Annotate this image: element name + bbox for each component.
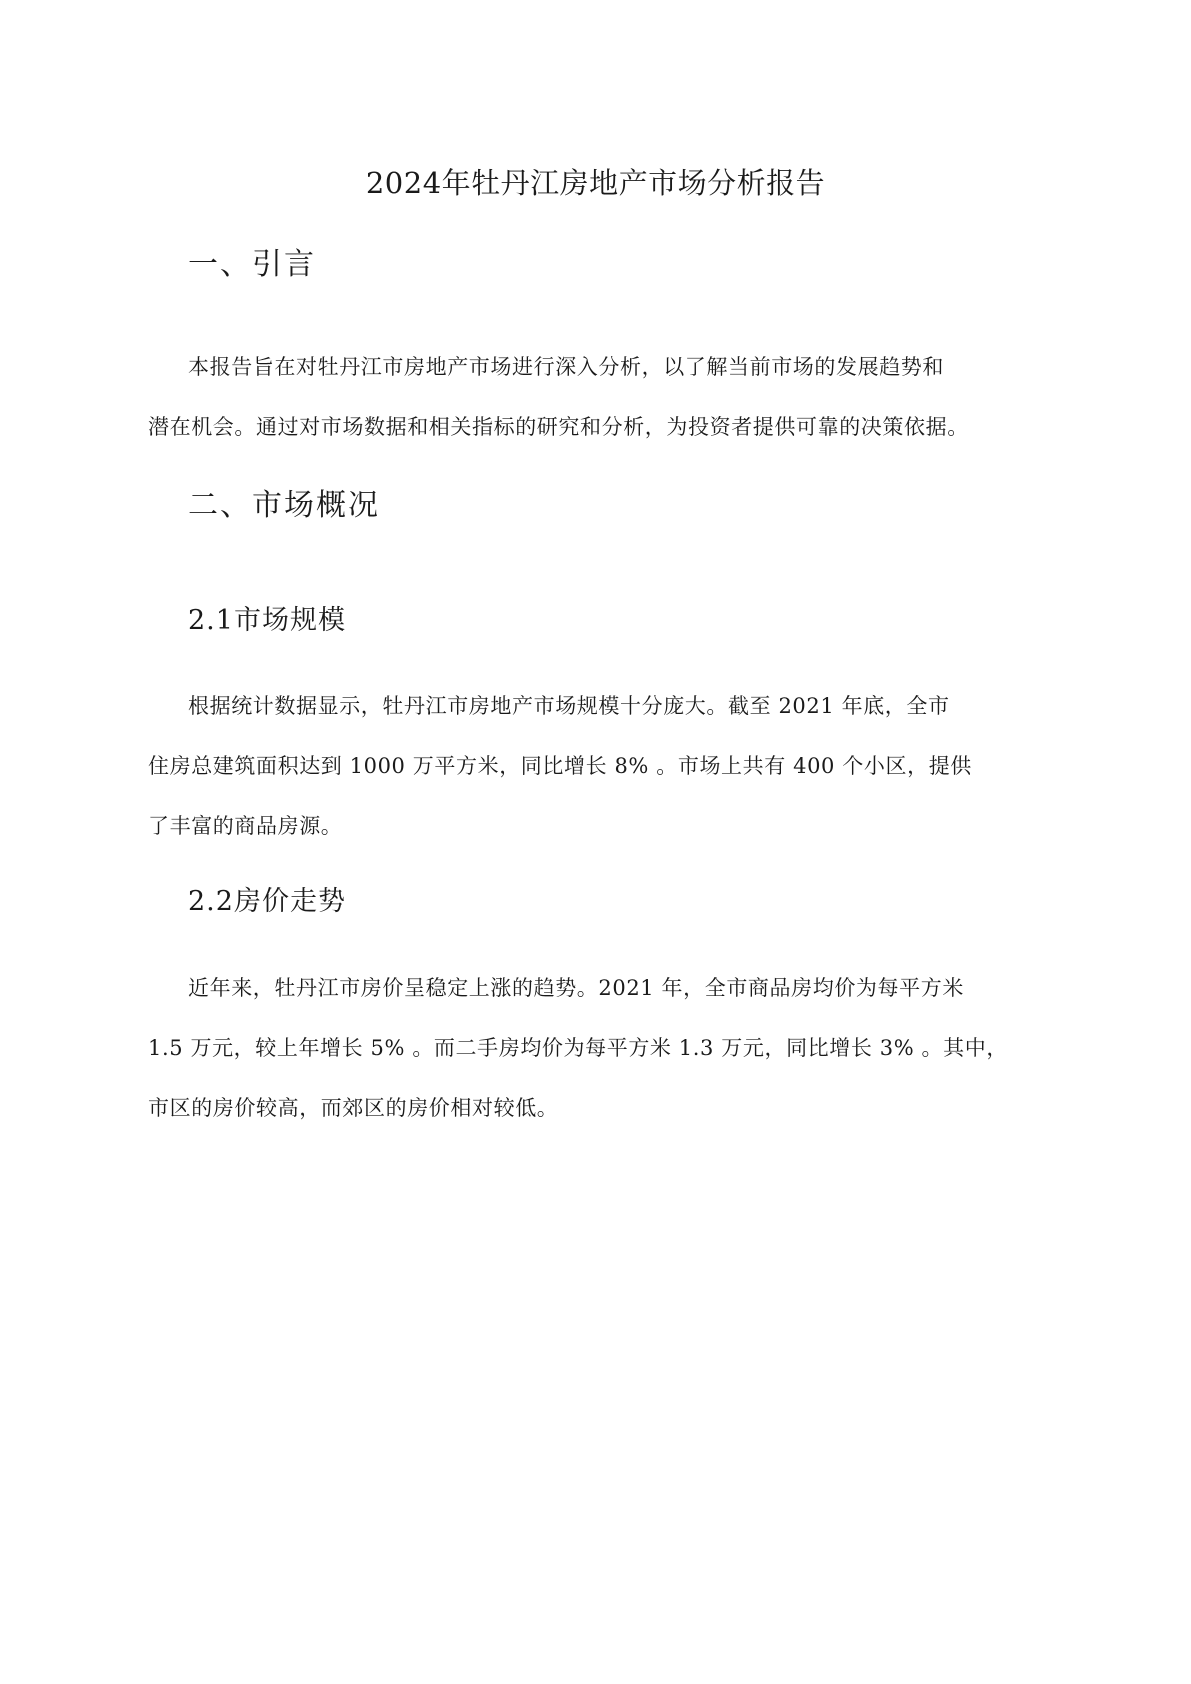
paragraph-line: 本报告旨在对牡丹江市房地产市场进行深入分析，以了解当前市场的发展趋势和 (188, 355, 944, 379)
price-trend-paragraph (148, 958, 1053, 1138)
market-size-paragraph (148, 676, 1053, 856)
paragraph-line: 住房总建筑面积达到 1000 万平方米，同比增长 8% 。市场上共有 400 个小区，提供 (148, 754, 972, 778)
paragraph-line: 根据统计数据显示，牡丹江市房地产市场规模十分庞大。截至 2021 年底，全市 (188, 694, 950, 718)
paragraph-line: 近年来，牡丹江市房价呈稳定上涨的趋势。2021 年，全市商品房均价为每平方米 (188, 976, 964, 1000)
subsection-heading-market-size: 2.1市场规模 (188, 605, 346, 636)
paragraph-line: 市区的房价较高，而郊区的房价相对较低。 (148, 1096, 559, 1120)
paragraph-line: 1.5 万元，较上年增长 5% 。而二手房均价为每平方米 1.3 万元，同比增长 3% 。其中， (148, 1036, 1008, 1060)
document-title: 2024年牡丹江房地产市场分析报告 (365, 166, 826, 200)
section-heading-introduction: 一、引言 (188, 247, 316, 282)
paragraph-line: 潜在机会。通过对市场数据和相关指标的研究和分析，为投资者提供可靠的决策依据。 (148, 415, 969, 439)
paragraph-line: 了丰富的商品房源。 (148, 814, 343, 838)
section-heading-market-overview: 二、市场概况 (188, 488, 380, 523)
subsection-heading-price-trend: 2.2房价走势 (188, 886, 346, 917)
introduction-paragraph (148, 337, 1053, 457)
